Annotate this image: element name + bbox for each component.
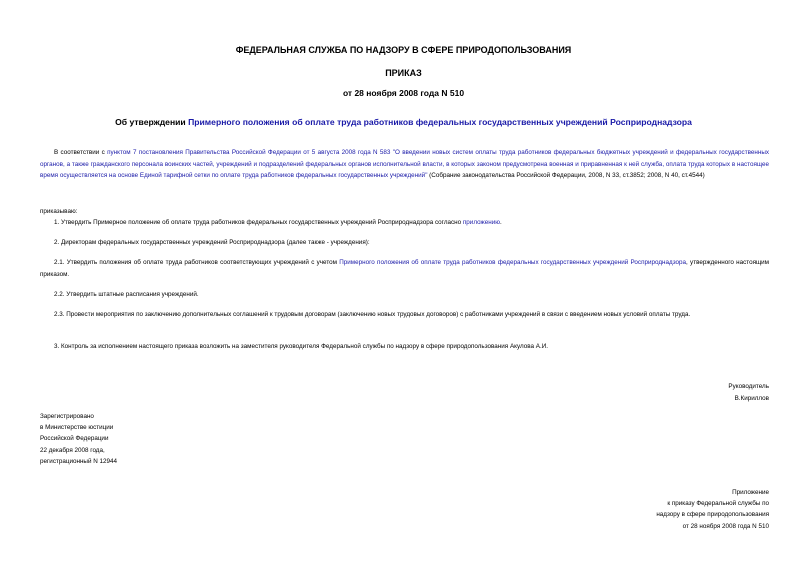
signature-name: В.Кириллов <box>734 394 769 402</box>
appendix-block <box>656 487 769 532</box>
agency-heading: ФЕДЕРАЛЬНАЯ СЛУЖБА ПО НАДЗОРУ В СФЕРЕ ПРИРОДОПОЛЬЗОВАНИЯ <box>235 45 572 55</box>
registration-line-5: регистрационный N 12944 <box>40 457 118 465</box>
preamble-text-start: В соответствии с <box>54 149 108 156</box>
item-2-1 <box>40 257 769 280</box>
item-2: 2. Директорам федеральных государственных учреждений Росприроднадзора (далее также - учреждения): <box>54 239 370 246</box>
registration-line-1: Зарегистрировано <box>40 413 94 420</box>
item-2-1-text: 2.1. Утвердить положения об оплате труда работников соответствующих учреждений с учетом <box>54 259 340 266</box>
registration-line-4: 22 декабря 2008 года, <box>40 446 105 454</box>
appendix-line-3: надзору в сфере природопользования <box>656 511 769 519</box>
preamble-paragraph <box>40 147 769 182</box>
title-prefix: Об утверждении <box>115 117 189 127</box>
item-1-end: . <box>499 219 502 226</box>
registration-block <box>40 411 117 467</box>
appendix-line-4: от 28 ноября 2008 года N 510 <box>682 522 769 530</box>
appendix-link[interactable]: приложению <box>462 219 500 226</box>
item-2-3: 2.3. Провести мероприятия по заключению дополнительных соглашений к трудовым договорам (заключению новых трудовых договоров) с работниками учреждений в связи с введением новых условий оплаты труда. <box>54 311 691 318</box>
approved-regulation-link[interactable]: Примерного положения об оплате труда работников федеральных государственных учреждений Росприроднадзора <box>339 259 687 266</box>
item-1-text: 1. Утвердить Примерное положение об оплате труда работников федеральных государственных учреждений Росприроднадзора согласно <box>54 219 463 226</box>
item-3: 3. Контроль за исполнением настоящего приказа возложить на заместителя руководителя Федеральной службы по надзору в сфере природопользования Акулова А.И. <box>54 343 548 350</box>
appendix-line-1: Приложение <box>732 489 769 496</box>
preamble-text-end: (Собрание законодательства Российской Федерации, 2008, N 33, ст.3852; 2008, N 40, ст.4544) <box>427 172 705 179</box>
orders-label: приказываю: <box>40 208 78 215</box>
date-number-heading: от 28 ноября 2008 года N 510 <box>342 88 465 98</box>
registration-line-3: Российской Федерации <box>40 435 109 443</box>
decree-583-link[interactable]: пунктом 7 постановления Правительства Российской Федерации от 5 августа 2008 года N 583 "О введении новых систем оплаты труда работников федеральных бюджетных учреждений и федеральных государственных органов, а также гражданского персонала воинских частей, учреждений и подразделений федеральных органов исполнительной власти, в которых законом предусмотрена военная и приравненная к ней служба, оплата труда которых в настоящее время осуществляется на основе Единой тарифной сетки по оплате труда работников федеральных государственных учреждений" <box>40 149 769 179</box>
item-2-1-end: , утвержденного настоящим приказом. <box>40 259 770 278</box>
title-link[interactable]: Примерного положения об оплате труда работников федеральных государственных учреждений Росприроднадзора <box>188 117 692 127</box>
item-2-2: 2.2. Утвердить штатные расписания учреждений. <box>54 291 199 298</box>
appendix-line-2: к приказу Федеральной службы по <box>667 500 769 508</box>
item-1 <box>54 217 502 229</box>
doc-type-heading: ПРИКАЗ <box>385 68 422 78</box>
document-title <box>0 117 807 127</box>
signature-position: Руководитель <box>728 383 769 390</box>
registration-line-2: в Министерстве юстиции <box>40 424 114 432</box>
signature-block <box>728 381 769 404</box>
